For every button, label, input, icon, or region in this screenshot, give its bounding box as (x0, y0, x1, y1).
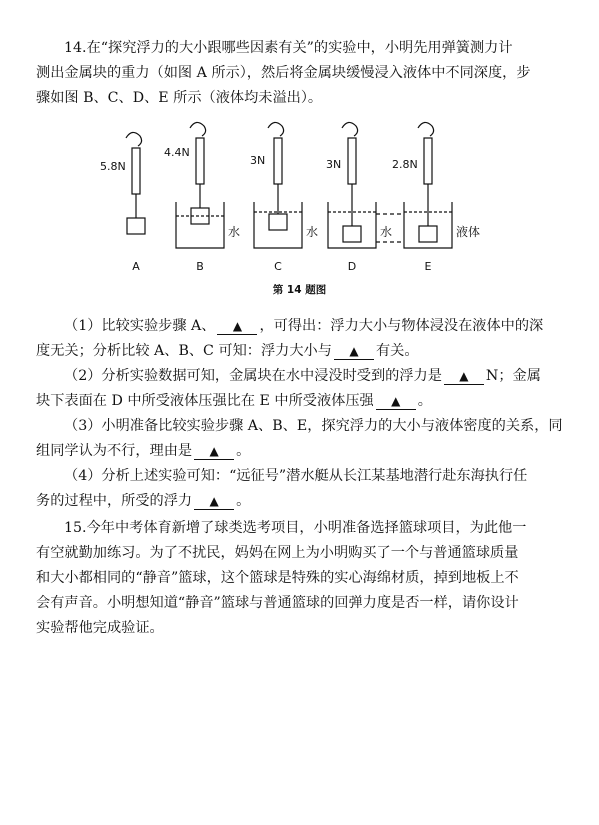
sub2-text-c: 块下表面在 D 中所受液体压强比在 E 中所受液体压强 (36, 393, 374, 409)
sub4-line-2 (36, 489, 564, 514)
sub1-line-1 (36, 314, 564, 339)
step-label-d: D (347, 260, 357, 273)
experiment-figure (90, 118, 510, 298)
q15-line-1: 15.今年中考体育新增了球类选考项目，小明准备选择篮球项目，为此他一 (64, 520, 527, 536)
sub4-text-a: 务的过程中，所受的浮力 (36, 493, 193, 509)
answer-blank[interactable]: ▲ (217, 318, 257, 335)
sub2-line-2 (36, 389, 564, 414)
sub3-line-2 (36, 439, 564, 464)
sub1-text-d: 有关。 (375, 343, 419, 359)
reading-a: 5.8N (100, 160, 126, 173)
answer-blank[interactable]: ▲ (376, 393, 416, 410)
figure-caption: 第 14 题图 (272, 284, 327, 296)
sub1-text-b: ，可得出：浮力大小与物体浸没在液体中的深 (259, 318, 544, 334)
sub1-text-c: 度无关；分析比较 A、B、C 可知：浮力大小与 (36, 343, 332, 359)
sub2-text-a: （2）分析实验数据可知，金属块在水中浸没时受到的浮力是 (64, 368, 442, 384)
sub3-text-b: 。 (236, 443, 251, 459)
setup-a (126, 132, 145, 234)
q15-line-4: 会有声音。小明想知道“静音”篮球与普通篮球的回弹力度是否一样，请你设计 (36, 595, 519, 611)
q15-line-3: 和大小都相同的“静音”篮球，这个篮球是特殊的实心海绵材质，掉到地板上不 (36, 570, 519, 586)
sub2-text-b: N；金属 (485, 368, 541, 384)
reading-e: 2.8N (392, 158, 418, 171)
question-14-subquestions (36, 314, 564, 514)
sub3-text-a: 组同学认为不行，理由是 (36, 443, 193, 459)
q15-line-2: 有空就勤加练习。为了不扰民，妈妈在网上为小明购买了一个与普通篮球质量 (36, 545, 519, 561)
step-label-b: B (196, 260, 204, 273)
reading-d: 3N (326, 158, 342, 171)
step-label-c: C (274, 260, 282, 273)
sub2-text-d: 。 (417, 393, 432, 409)
liquid-label-c: 水 (306, 225, 319, 239)
answer-blank[interactable]: ▲ (334, 343, 374, 360)
q14-intro-line-2: 测出金属块的重力（如图 A 所示），然后将金属块缓慢浸入液体中不同深度，步 (36, 65, 531, 81)
liquid-label-b: 水 (228, 225, 241, 239)
step-label-a: A (132, 260, 140, 273)
sub4-text-b: 。 (236, 493, 251, 509)
sub3-line-1: （3）小明准备比较实验步骤 A、B、E，探究浮力的大小与液体密度的关系，同 (64, 418, 563, 434)
setup-b (176, 122, 224, 248)
setup-d (328, 122, 376, 248)
answer-blank[interactable]: ▲ (194, 493, 234, 510)
answer-blank[interactable]: ▲ (194, 443, 234, 460)
q15-line-5: 实验帮他完成验证。 (36, 620, 164, 636)
sub2-line-1 (36, 364, 564, 389)
reading-b: 4.4N (164, 146, 190, 159)
q14-intro-line-3: 骤如图 B、C、D、E 所示（液体均未溢出）。 (36, 90, 323, 106)
setup-e (404, 122, 452, 248)
step-label-e: E (424, 260, 432, 273)
answer-blank[interactable]: ▲ (444, 368, 484, 385)
sub4-line-1: （4）分析上述实验可知：“远征号”潜水艇从长江某基地潜行赴东海执行任 (64, 468, 528, 484)
setup-c (254, 122, 302, 248)
question-15 (36, 516, 564, 641)
sub1-line-2 (36, 339, 564, 364)
question-14-intro (36, 36, 564, 111)
liquid-label-d: 水 (380, 225, 393, 239)
q14-intro-line-1: 14.在“探究浮力的大小跟哪些因素有关”的实验中，小明先用弹簧测力计 (64, 40, 513, 56)
sub1-text-a: （1）比较实验步骤 A、 (64, 318, 216, 334)
reading-c: 3N (250, 154, 266, 167)
liquid-label-e: 液体 (456, 225, 481, 239)
